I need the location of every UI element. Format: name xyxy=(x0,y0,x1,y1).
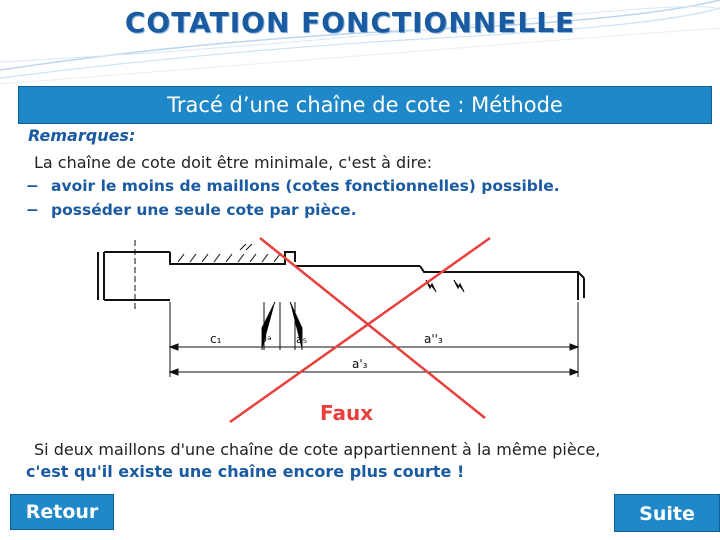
label-a3-prime: a'₃ xyxy=(352,357,368,371)
bullet-text: avoir le moins de maillons (cotes fonctionnelles) possible. xyxy=(51,177,560,195)
label-faux: Faux xyxy=(320,401,374,425)
remarks-bullet-1 xyxy=(26,177,560,195)
next-button[interactable]: Suite xyxy=(614,494,720,532)
footnote-line-1: Si deux maillons d'une chaîne de cote appartiennent à la même pièce, xyxy=(34,440,601,459)
remarks-intro: La chaîne de cote doit être minimale, c'est à dire: xyxy=(34,153,433,172)
hatching xyxy=(178,244,280,262)
part-outline xyxy=(98,252,584,300)
label-a3-double: a''₃ xyxy=(424,332,443,346)
label-ja: Jₐ xyxy=(264,330,272,343)
back-button[interactable]: Retour xyxy=(10,494,114,530)
bullet-marker: − xyxy=(26,201,39,219)
remarks-bullet-2 xyxy=(26,201,357,219)
section-banner: Tracé d’une chaîne de cote : Méthode xyxy=(18,86,712,124)
dimension-lines xyxy=(170,344,578,375)
bullet-text: posséder une seule cote par pièce. xyxy=(51,201,357,219)
dimension-chain-drawing xyxy=(90,232,610,432)
label-a5: a₅ xyxy=(296,333,308,346)
label-c1: c₁ xyxy=(210,332,222,346)
footnote-line-2: c'est qu'il existe une chaîne encore plus courte ! xyxy=(26,462,465,481)
break-marks xyxy=(426,280,464,292)
footnote xyxy=(26,439,706,483)
bullet-marker: − xyxy=(26,177,39,195)
remarks-heading: Remarques: xyxy=(28,126,136,145)
extension-lines xyxy=(170,302,578,377)
page-title: COTATION FONCTIONNELLE xyxy=(124,6,576,39)
